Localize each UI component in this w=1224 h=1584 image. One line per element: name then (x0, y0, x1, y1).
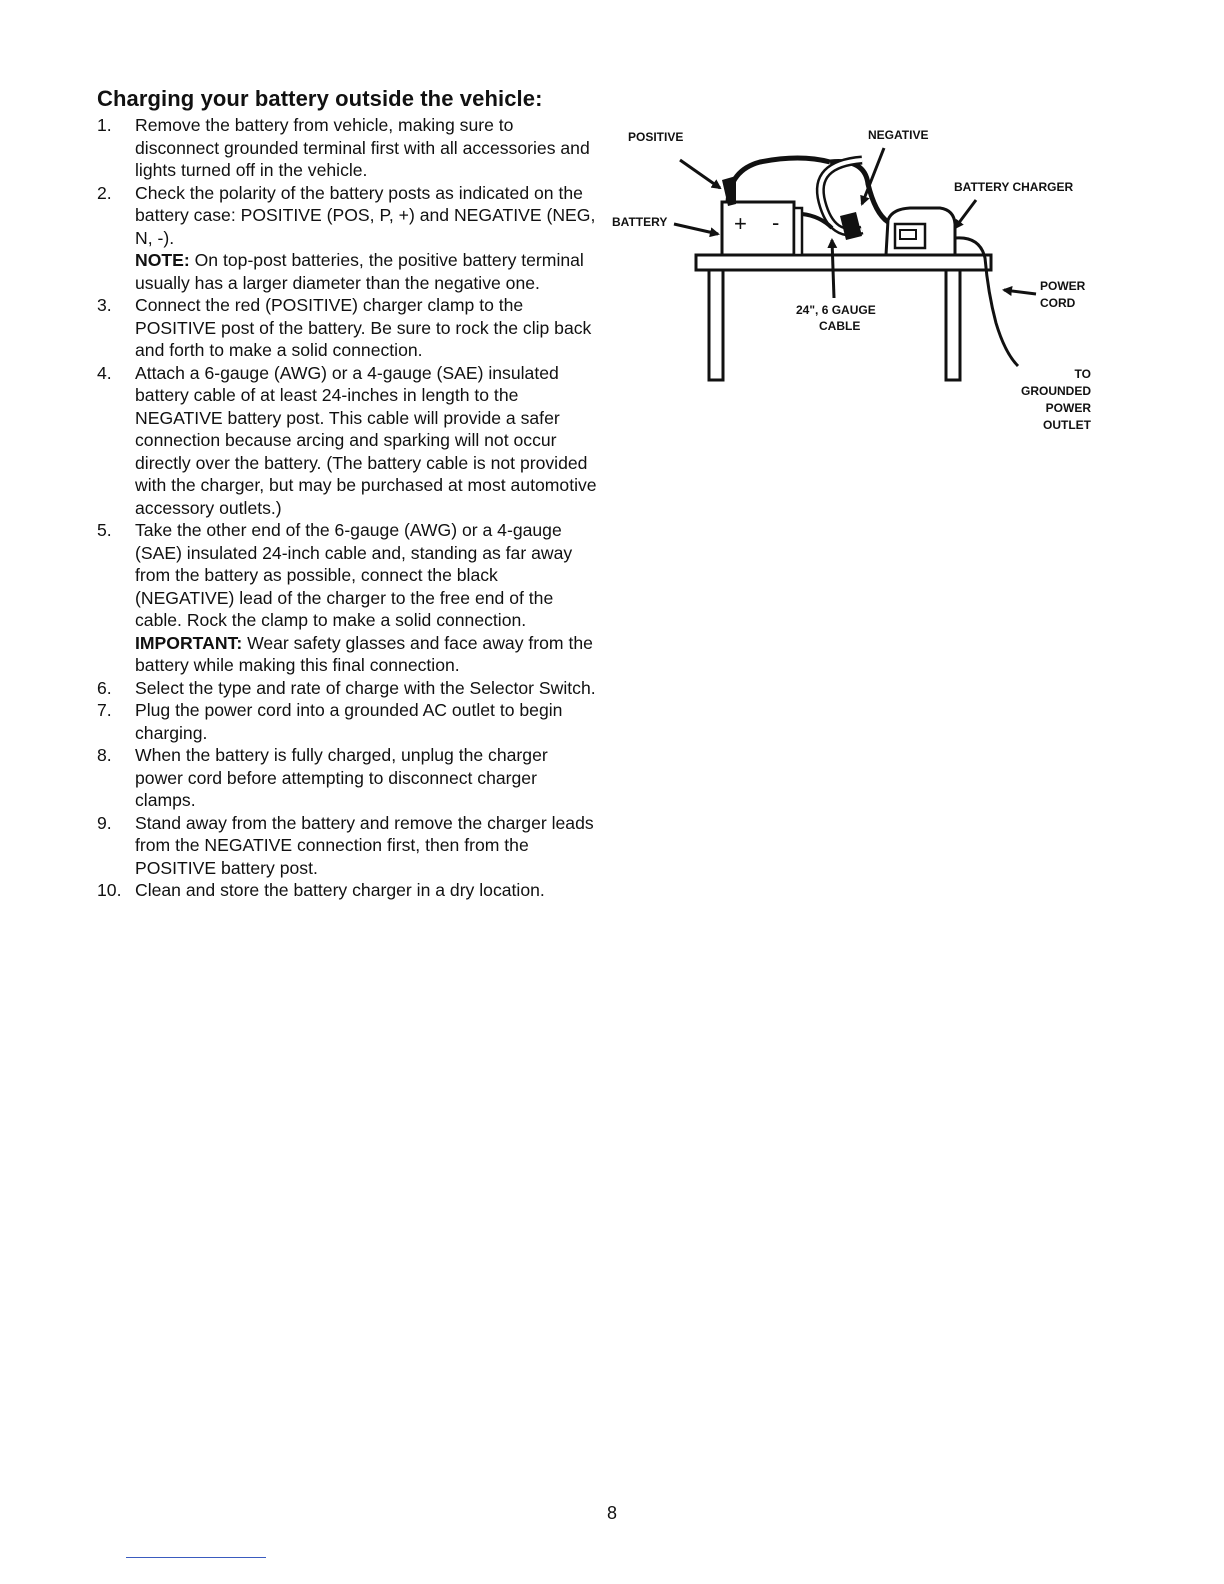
outlet-label-line4: OUTLET (1043, 418, 1091, 432)
positive-label: POSITIVE (628, 130, 684, 144)
footer-rule (126, 1557, 266, 1558)
battery (722, 202, 802, 255)
step-number: 3. (97, 295, 112, 315)
steps-list (97, 114, 597, 902)
step-text: When the battery is fully charged, unplug the charger power cord before attempting to disconnect charger clamps. (135, 745, 548, 810)
step-text: Attach a 6-gauge (AWG) or a 4-gauge (SAE) insulated battery cable of at least 24-inches in length to the NEGATIVE battery post. This cable will provide a safer connection because arcing and sparking will not occur directly over the battery. (The battery cable is not provided with the charger, but may be purchased at most automotive accessory outlets.) (135, 362, 597, 518)
step-number: 6. (97, 677, 112, 698)
step-text: Check the polarity of the battery posts as indicated on the battery case: POSITIVE (POS, P, +) and NEGATIVE (NEG, N, -). (135, 182, 596, 248)
battery-label: BATTERY (612, 215, 668, 229)
important-label: IMPORTANT: (135, 632, 243, 653)
step-text: Remove the battery from vehicle, making sure to disconnect grounded terminal first with all accessories and lights turned off in the vehicle. (135, 115, 590, 180)
step-number: 2. (97, 182, 112, 203)
list-item (97, 879, 597, 902)
step-text: Connect the red (POSITIVE) charger clamp to the POSITIVE post of the battery. Be sure to rock the clip back and forth to make a solid connection. (135, 295, 592, 360)
section-heading: Charging your battery outside the vehicle: (97, 86, 543, 111)
important-note (135, 632, 597, 677)
page-number: 8 (606, 1503, 617, 1523)
list-item (97, 677, 597, 700)
battery-charger (886, 208, 955, 255)
step-number: 7. (97, 700, 112, 720)
step-text: Clean and store the battery charger in a dry location. (135, 880, 545, 900)
list-item (97, 362, 597, 520)
step-number: 10. (97, 880, 122, 900)
list-item (97, 114, 597, 182)
cable-label-line2: CABLE (819, 319, 861, 333)
step-number: 5. (97, 520, 112, 540)
list-item (97, 812, 597, 880)
step-number: 9. (97, 812, 112, 833)
step-text: Plug the power cord into a grounded AC outlet to begin charging. (135, 700, 563, 743)
important-text: Wear safety glasses and face away from the battery while making this final connection. (135, 632, 593, 675)
battery-charging-diagram (600, 118, 1100, 448)
list-item (97, 744, 597, 812)
step-text: Stand away from the battery and remove the charger leads from the NEGATIVE connection first, then from the POSITIVE battery post. (135, 812, 594, 878)
note (135, 249, 597, 294)
power-cord-label-line1: POWER (1040, 279, 1086, 293)
step-text: Select the type and rate of charge with the Selector Switch. (135, 677, 596, 698)
outlet-label-line2: GROUNDED (1020, 384, 1091, 398)
list-item (97, 699, 597, 744)
outlet-label-line3: POWER (1045, 401, 1091, 415)
battery-charger-label: BATTERY CHARGER (954, 180, 1074, 194)
note-text: On top-post batteries, the positive battery terminal usually has a larger diameter than the negative one. (135, 250, 584, 293)
step-number: 1. (97, 115, 112, 135)
power-cord-label-line2: CORD (1040, 296, 1076, 310)
negative-label: NEGATIVE (868, 128, 929, 142)
list-item (97, 294, 597, 362)
plus-sign: + (734, 211, 747, 236)
step-text: Take the other end of the 6-gauge (AWG) or a 4-gauge (SAE) insulated 24-inch cable and, standing as far away from the battery as possible, connect the black (NEGATIVE) lead of the charger to the free end of the cable. Rock the clamp to make a solid connection. (135, 520, 573, 630)
cable-label-line1: 24", 6 GAUGE (796, 303, 876, 317)
outlet-label-line1: TO (1074, 367, 1091, 381)
step-number: 4. (97, 362, 112, 383)
table (696, 255, 991, 380)
list-item (97, 182, 597, 295)
list-item (97, 519, 597, 677)
minus-sign: - (772, 210, 780, 235)
note-label: NOTE: (135, 250, 190, 270)
step-number: 8. (97, 745, 112, 765)
